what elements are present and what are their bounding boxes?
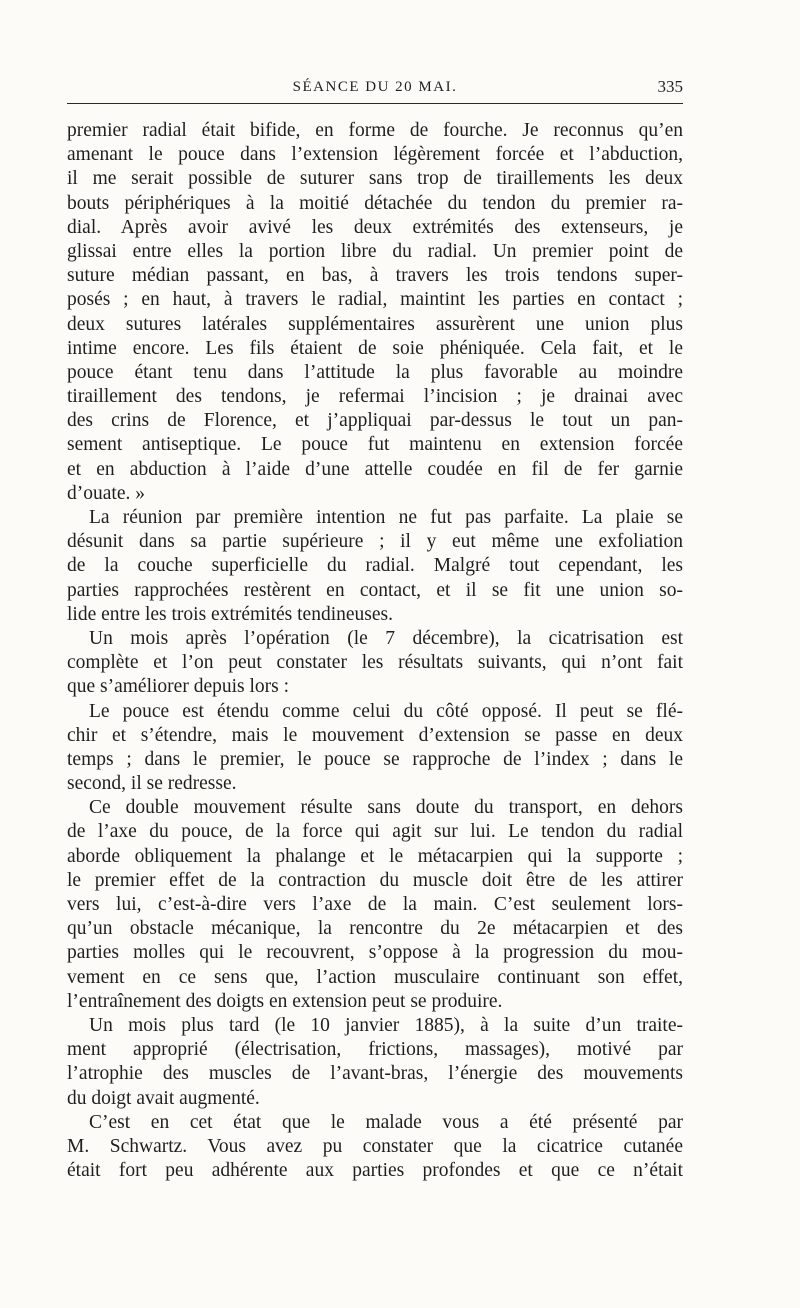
text-line: de la couche superficielle du radial. Malgré tout cependant, les bbox=[67, 555, 683, 577]
text-line: bouts périphériques à la moitié détachée du tendon du premier ra- bbox=[67, 192, 683, 214]
text-line: il me serait possible de suturer sans trop de tiraillements les deux bbox=[67, 168, 683, 190]
text-line: glissai entre elles la portion libre du radial. Un premier point de bbox=[67, 240, 683, 262]
text-line: parties rapprochées restèrent en contact, et il se fit une union so- bbox=[67, 579, 683, 601]
text-line: amenant le pouce dans l’extension légèrement forcée et l’abduction, bbox=[67, 144, 683, 166]
text-line: parties molles qui le recouvrent, s’oppose à la progression du mou- bbox=[67, 942, 683, 964]
text-line: sement antiseptique. Le pouce fut maintenu en extension forcée bbox=[67, 434, 683, 456]
text-line: second, il se redresse. bbox=[67, 773, 237, 795]
text-line: et en abduction à l’aide d’une attelle coudée en fil de fer garnie bbox=[67, 458, 683, 480]
text-line: deux sutures latérales supplémentaires assurèrent une union plus bbox=[67, 313, 683, 335]
text-line: La réunion par première intention ne fut pas parfaite. La plaie se bbox=[89, 507, 683, 528]
text-line: complète et l’on peut constater les résultats suivants, qui n’ont fait bbox=[67, 652, 683, 674]
text-line: suture médian passant, en bas, à travers les trois tendons super- bbox=[67, 265, 683, 287]
text-line: chir et s’étendre, mais le mouvement d’extension se passe en deux bbox=[67, 724, 683, 746]
text-line: intime encore. Les fils étaient de soie phéniquée. Cela fait, et le bbox=[67, 337, 683, 359]
text-line: C’est en cet état que le malade vous a été présenté par bbox=[89, 1111, 683, 1133]
text-line: tiraillement des tendons, je refermai l’incision ; je drainai avec bbox=[67, 386, 683, 408]
text-line: d’ouate. » bbox=[67, 482, 145, 504]
text-line: temps ; dans le premier, le pouce se rapproche de l’index ; dans le bbox=[67, 748, 683, 770]
text-line: l’entraînement des doigts en extension peut se produire. bbox=[67, 990, 503, 1012]
text-line: ment approprié (électrisation, frictions, massages), motivé par bbox=[67, 1039, 683, 1061]
text-line: désunit dans sa partie supérieure ; il y eut même une exfoliation bbox=[67, 531, 683, 553]
text-line: de l’axe du pouce, de la force qui agit sur lui. Le tendon du radial bbox=[67, 821, 683, 843]
text-line: pouce étant tenu dans l’attitude la plus favorable au moindre bbox=[67, 361, 683, 383]
page-number: 335 bbox=[657, 77, 683, 96]
text-line: était fort peu adhérente aux parties profondes et que ce n’était bbox=[67, 1160, 683, 1182]
text-line: qu’un obstacle mécanique, la rencontre du 2e métacarpien et des bbox=[67, 918, 683, 940]
text-line: Ce double mouvement résulte sans doute du transport, en dehors bbox=[89, 797, 683, 819]
text-line: du doigt avait augmenté. bbox=[67, 1087, 260, 1109]
text-line: que s’améliorer depuis lors : bbox=[67, 676, 290, 698]
text-line: Un mois après l’opération (le 7 décembre), la cicatrisation est bbox=[89, 627, 683, 649]
body-text bbox=[67, 119, 683, 1183]
text-line: aborde obliquement la phalange et le métacarpien qui la supporte ; bbox=[67, 845, 683, 867]
text-line: vers lui, c’est-à-dire vers l’axe de la main. C’est seulement lors- bbox=[67, 894, 683, 915]
text-line: dial. Après avoir avivé les deux extrémités des extenseurs, je bbox=[67, 216, 683, 238]
text-line: Le pouce est étendu comme celui du côté opposé. Il peut se flé- bbox=[89, 700, 683, 722]
text-line: le premier effet de la contraction du muscle doit être de les attirer bbox=[67, 869, 683, 891]
text-line: Un mois plus tard (le 10 janvier 1885), à la suite d’un traite- bbox=[89, 1014, 683, 1036]
running-title: SÉANCE DU 20 MAI. bbox=[292, 79, 458, 95]
text-line: des crins de Florence, et j’appliquai par-dessus le tout un pan- bbox=[67, 410, 683, 432]
text-line: lide entre les trois extrémités tendineuses. bbox=[67, 603, 393, 625]
text-line: M. Schwartz. Vous avez pu constater que la cicatrice cutanée bbox=[67, 1135, 683, 1157]
page-header bbox=[67, 76, 683, 98]
text-line: premier radial était bifide, en forme de fourche. Je reconnus qu’en bbox=[67, 120, 683, 141]
header-rule bbox=[67, 103, 683, 104]
text-line: vement en ce sens que, l’action musculaire continuant son effet, bbox=[67, 966, 683, 988]
text-line: l’atrophie des muscles de l’avant-bras, l’énergie des mouvements bbox=[67, 1063, 683, 1085]
text-line: posés ; en haut, à travers le radial, maintint les parties en contact ; bbox=[67, 289, 683, 311]
